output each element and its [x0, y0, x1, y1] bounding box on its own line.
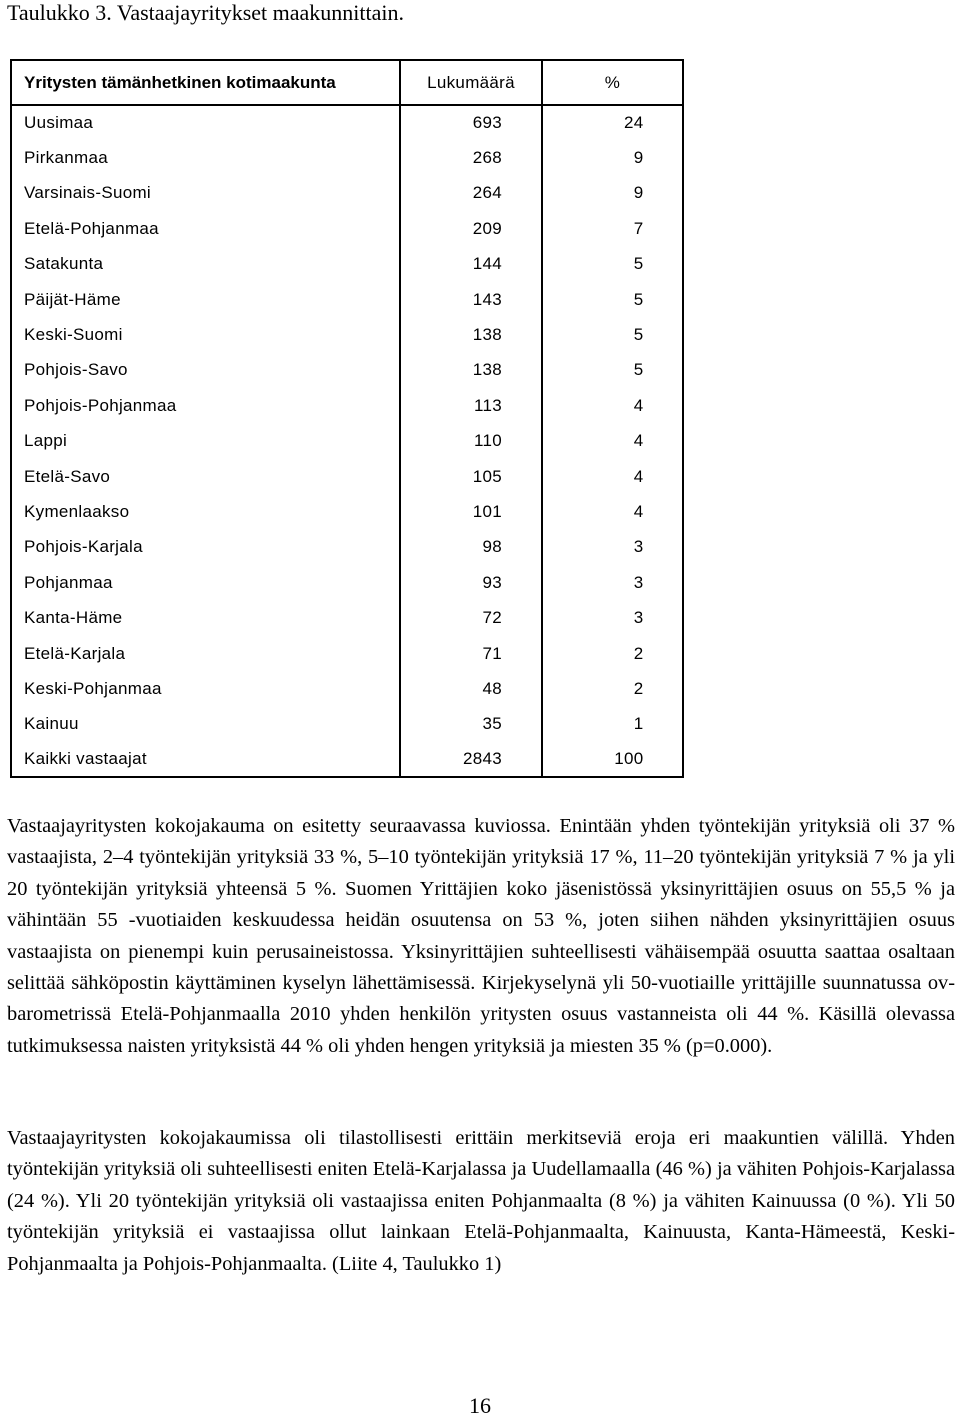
cell-region: Uusimaa — [11, 105, 400, 140]
cell-count — [400, 742, 542, 777]
table-row — [11, 742, 683, 777]
cell-count-value: 71 — [482, 643, 502, 663]
cell-percent — [542, 247, 683, 282]
table-row — [11, 707, 683, 742]
cell-percent-value: 9 — [633, 183, 644, 203]
cell-region: Pirkanmaa — [11, 140, 400, 175]
cell-region: Kaikki vastaajat — [11, 742, 400, 777]
cell-percent — [542, 105, 683, 140]
cell-count — [400, 565, 542, 600]
cell-count-value: 143 — [472, 289, 502, 309]
cell-percent-value: 2 — [633, 678, 644, 698]
cell-region: Etelä-Pohjanmaa — [11, 211, 400, 246]
table-row — [11, 317, 683, 352]
cell-percent — [542, 459, 683, 494]
table-row — [11, 247, 683, 282]
cell-percent — [542, 530, 683, 565]
table-row — [11, 105, 683, 140]
cell-percent-value: 100 — [614, 749, 644, 769]
cell-percent — [542, 282, 683, 317]
cell-percent — [542, 388, 683, 423]
cell-count — [400, 600, 542, 635]
cell-percent — [542, 671, 683, 706]
table-row — [11, 388, 683, 423]
cell-percent — [542, 140, 683, 175]
cell-count — [400, 247, 542, 282]
cell-count-value: 268 — [472, 148, 502, 168]
cell-count — [400, 353, 542, 388]
regions-table — [10, 59, 684, 778]
cell-count — [400, 105, 542, 140]
table-row — [11, 636, 683, 671]
cell-region: Etelä-Karjala — [11, 636, 400, 671]
header-percent: % — [542, 60, 683, 105]
cell-percent — [542, 636, 683, 671]
cell-count — [400, 671, 542, 706]
cell-percent — [542, 211, 683, 246]
cell-count — [400, 494, 542, 529]
table-row — [11, 494, 683, 529]
cell-percent — [542, 565, 683, 600]
cell-percent — [542, 494, 683, 529]
cell-count-value: 2843 — [462, 749, 502, 769]
cell-percent — [542, 742, 683, 777]
cell-percent-value: 1 — [633, 714, 644, 734]
table-row — [11, 671, 683, 706]
cell-percent-value: 4 — [633, 466, 644, 486]
cell-percent-value: 4 — [633, 431, 644, 451]
cell-region: Lappi — [11, 424, 400, 459]
cell-percent-value: 9 — [633, 148, 644, 168]
cell-percent-value: 5 — [633, 325, 644, 345]
cell-region: Pohjois-Savo — [11, 353, 400, 388]
cell-count-value: 101 — [472, 501, 502, 521]
table-row — [11, 600, 683, 635]
page-number: 16 — [469, 1393, 491, 1418]
cell-percent — [542, 707, 683, 742]
paragraph-regional-differences: Vastaajayritysten kokojakaumissa oli tilastollisesti erittäin merkitseviä eroja eri maakuntien välillä. Yhden työntekijän yrityksiä oli suhteellisesti eniten Etelä-Karjalassa ja Uudellamaalla (46 %) ja vähiten Pohjois-Karjalassa (24 %). Yli 20 työntekijän yrityksiä oli vastaajissa eniten Pohjanmaalta (8 %) ja vähiten Kainuussa (0 %). Yli 50 työntekijän yrityksiä ei vastaajissa ollut lainkaan Etelä-Pohjanmaalta, Kainuusta, Kanta-Hämeestä, Keski-Pohjanmaalta ja Pohjois-Pohjanmaalta. (Liite 4, Taulukko 1) — [7, 1127, 955, 1275]
cell-count — [400, 459, 542, 494]
cell-count — [400, 424, 542, 459]
cell-count — [400, 176, 542, 211]
cell-percent-value: 5 — [633, 360, 644, 380]
cell-percent-value: 7 — [633, 218, 644, 238]
cell-count — [400, 282, 542, 317]
cell-count-value: 209 — [472, 218, 502, 238]
table-row — [11, 140, 683, 175]
table-row — [11, 530, 683, 565]
table-row — [11, 176, 683, 211]
cell-region: Pohjanmaa — [11, 565, 400, 600]
header-region: Yritysten tämänhetkinen kotimaakunta — [11, 60, 400, 105]
table-row — [11, 211, 683, 246]
cell-count — [400, 636, 542, 671]
cell-count — [400, 317, 542, 352]
cell-count-value: 113 — [473, 395, 502, 415]
cell-region: Pohjois-Pohjanmaa — [11, 388, 400, 423]
table-row — [11, 424, 683, 459]
paragraph-size-distribution: Vastaajayritysten kokojakauma on esitetty seuraavassa kuviossa. Enintään yhden työntekijän yrityksiä oli 37 % vastaajista, 2–4 työntekijän yrityksiä 33 %, 5–10 työntekijän yrityksiä 17 %, 11–20 työntekijän yrityksiä 7 % ja yli 20 työntekijän yrityksiä yhteensä 5 %. Suomen Yrittäjien koko jäsenistössä yksinyrittäjien osuus on 55,5 % ja vähintään 55 -vuotiaiden keskuudessa heidän osuutensa on 53 %, joten siihen nähden yksinyrittäjien osuus vastaajista on pienempi kuin perusaineistossa. Yksinyrittäjien suhteellisesti vähäisempää osuutta saattaa osaltaan selittää sähköpostin käyttäminen kyselyn lähettämisessä. Kirjekyselynä yli 50-vuotiaille yrittäjille suunnatussa ov-barometrissä Etelä-Pohjanmaalla 2010 yhden henkilön yritysten osuus vastanneista oli 44 %. Käsillä olevassa tutkimuksessa naisten yrityksistä 44 % oli yhden hengen yrityksiä ja miesten 35 % (p=0.000). — [7, 815, 955, 1057]
cell-count-value: 264 — [472, 183, 502, 203]
header-count: Lukumäärä — [400, 60, 542, 105]
cell-region: Varsinais-Suomi — [11, 176, 400, 211]
cell-count — [400, 388, 542, 423]
cell-count-value: 98 — [482, 537, 502, 557]
cell-percent — [542, 317, 683, 352]
table-row — [11, 353, 683, 388]
cell-count-value: 110 — [473, 431, 502, 451]
cell-percent — [542, 176, 683, 211]
cell-count — [400, 211, 542, 246]
cell-region: Pohjois-Karjala — [11, 530, 400, 565]
cell-percent-value: 5 — [633, 289, 644, 309]
cell-percent-value: 5 — [633, 254, 644, 274]
cell-count-value: 138 — [472, 360, 502, 380]
table-row — [11, 282, 683, 317]
cell-percent-value: 3 — [633, 608, 644, 628]
cell-count — [400, 707, 542, 742]
cell-count-value: 693 — [472, 113, 502, 133]
cell-region: Satakunta — [11, 247, 400, 282]
cell-count-value: 138 — [472, 325, 502, 345]
cell-region: Keski-Suomi — [11, 317, 400, 352]
cell-percent-value: 24 — [623, 113, 644, 133]
cell-region: Keski-Pohjanmaa — [11, 671, 400, 706]
cell-region: Päijät-Häme — [11, 282, 400, 317]
cell-percent — [542, 424, 683, 459]
cell-percent — [542, 600, 683, 635]
cell-percent-value: 3 — [633, 572, 644, 592]
cell-region: Kainuu — [11, 707, 400, 742]
cell-count-value: 144 — [472, 254, 502, 274]
cell-percent-value: 4 — [633, 501, 644, 521]
cell-region: Etelä-Savo — [11, 459, 400, 494]
cell-count-value: 35 — [482, 714, 502, 734]
table-row — [11, 565, 683, 600]
cell-region: Kymenlaakso — [11, 494, 400, 529]
cell-count-value: 93 — [482, 572, 502, 592]
table-row — [11, 459, 683, 494]
cell-region: Kanta-Häme — [11, 600, 400, 635]
cell-count-value: 72 — [482, 608, 502, 628]
table-header-row — [11, 60, 683, 105]
cell-percent-value: 4 — [633, 395, 644, 415]
cell-count-value: 48 — [482, 678, 502, 698]
cell-count — [400, 140, 542, 175]
cell-count-value: 105 — [472, 466, 502, 486]
cell-percent — [542, 353, 683, 388]
cell-percent-value: 3 — [633, 537, 644, 557]
table-caption: Taulukko 3. Vastaajayritykset maakunnittain. — [7, 0, 405, 25]
cell-percent-value: 2 — [633, 643, 644, 663]
cell-count — [400, 530, 542, 565]
